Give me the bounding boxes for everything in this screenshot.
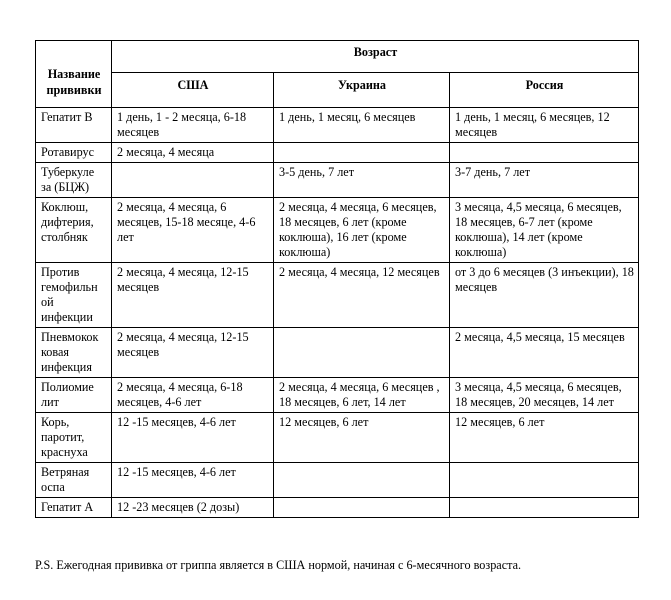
header-vaccine-name: Название прививки [36, 41, 112, 108]
vaccine-name-cell: Гепатит А [36, 498, 112, 518]
russia-schedule-cell: 3 месяца, 4,5 месяца, 6 месяцев, 18 месяцев, 6-7 лет (кроме коклюша), 14 лет (кроме коклюша) [450, 198, 639, 263]
russia-schedule-cell [450, 463, 639, 498]
vaccine-name-cell: Корь, паротит, краснуха [36, 413, 112, 463]
table-row [36, 163, 639, 198]
vaccine-name-cell: Против гемофильн ой инфекции [36, 263, 112, 328]
table-row [36, 263, 639, 328]
usa-schedule-cell: 12 -23 месяцев (2 дозы) [112, 498, 274, 518]
ukraine-schedule-cell: 2 месяца, 4 месяца, 12 месяцев [274, 263, 450, 328]
russia-schedule-cell: 2 месяца, 4,5 месяца, 15 месяцев [450, 328, 639, 378]
ukraine-schedule-cell: 12 месяцев, 6 лет [274, 413, 450, 463]
usa-schedule-cell: 2 месяца, 4 месяца, 12-15 месяцев [112, 263, 274, 328]
ukraine-schedule-cell [274, 498, 450, 518]
vaccine-name-cell: Туберкуле за (БЦЖ) [36, 163, 112, 198]
header-row-countries [36, 73, 639, 108]
table-row [36, 328, 639, 378]
header-country-usa: США [112, 73, 274, 108]
header-row-age [36, 41, 639, 73]
table-row [36, 143, 639, 163]
table-row [36, 413, 639, 463]
table-row [36, 498, 639, 518]
russia-schedule-cell: 12 месяцев, 6 лет [450, 413, 639, 463]
header-age: Возраст [112, 41, 639, 73]
russia-schedule-cell: 3-7 день, 7 лет [450, 163, 639, 198]
russia-schedule-cell: 3 месяца, 4,5 месяца, 6 месяцев, 18 месяцев, 20 месяцев, 14 лет [450, 378, 639, 413]
usa-schedule-cell [112, 163, 274, 198]
usa-schedule-cell: 12 -15 месяцев, 4-6 лет [112, 463, 274, 498]
russia-schedule-cell: 1 день, 1 месяц, 6 месяцев, 12 месяцев [450, 108, 639, 143]
usa-schedule-cell: 2 месяца, 4 месяца [112, 143, 274, 163]
ukraine-schedule-cell: 3-5 день, 7 лет [274, 163, 450, 198]
usa-schedule-cell: 2 месяца, 4 месяца, 12-15 месяцев [112, 328, 274, 378]
usa-schedule-cell: 1 день, 1 - 2 месяца, 6-18 месяцев [112, 108, 274, 143]
usa-schedule-cell: 2 месяца, 4 месяца, 6-18 месяцев, 4-6 лет [112, 378, 274, 413]
table-row [36, 108, 639, 143]
vaccine-name-cell: Коклюш, дифтерия, столбняк [36, 198, 112, 263]
vaccination-table [35, 40, 639, 518]
footnote: P.S. Ежегодная прививка от гриппа является в США нормой, начиная с 6-месячного возраста. [35, 558, 522, 572]
russia-schedule-cell [450, 143, 639, 163]
table-row [36, 378, 639, 413]
vaccine-name-cell: Ротавирус [36, 143, 112, 163]
vaccine-name-cell: Ветряная оспа [36, 463, 112, 498]
table-row [36, 463, 639, 498]
russia-schedule-cell: от 3 до 6 месяцев (3 инъекции), 18 месяцев [450, 263, 639, 328]
header-country-ukraine: Украина [274, 73, 450, 108]
ukraine-schedule-cell: 2 месяца, 4 месяца, 6 месяцев, 18 месяцев, 6 лет (кроме коклюша), 16 лет (кроме коклюша) [274, 198, 450, 263]
table-row [36, 198, 639, 263]
vaccine-name-cell: Пневмокок ковая инфекция [36, 328, 112, 378]
vaccine-name-cell: Гепатит В [36, 108, 112, 143]
ukraine-schedule-cell [274, 463, 450, 498]
russia-schedule-cell [450, 498, 639, 518]
usa-schedule-cell: 2 месяца, 4 месяца, 6 месяцев, 15-18 месяце, 4-6 лет [112, 198, 274, 263]
ukraine-schedule-cell [274, 328, 450, 378]
ukraine-schedule-cell: 1 день, 1 месяц, 6 месяцев [274, 108, 450, 143]
vaccine-name-cell: Полиомие лит [36, 378, 112, 413]
ukraine-schedule-cell [274, 143, 450, 163]
usa-schedule-cell: 12 -15 месяцев, 4-6 лет [112, 413, 274, 463]
header-country-russia: Россия [450, 73, 639, 108]
ukraine-schedule-cell: 2 месяца, 4 месяца, 6 месяцев , 18 месяцев, 6 лет, 14 лет [274, 378, 450, 413]
